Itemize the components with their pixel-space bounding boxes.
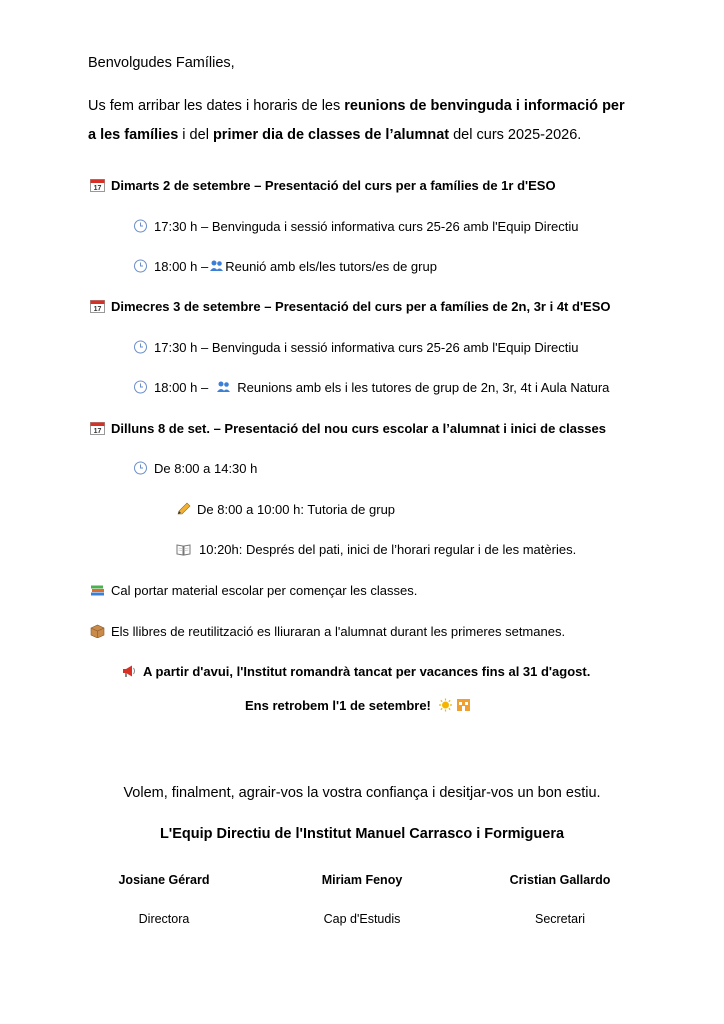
pencil-icon xyxy=(176,502,191,516)
clock-icon xyxy=(133,461,148,475)
package-icon xyxy=(90,624,105,638)
sun-icon xyxy=(438,698,453,712)
book-icon xyxy=(176,542,193,556)
announcement-line-2 xyxy=(245,698,477,713)
announcement-text-2: Ens retrobem l'1 de setembre! xyxy=(245,698,431,713)
svg-text:17: 17 xyxy=(93,428,102,435)
svg-text:17: 17 xyxy=(93,185,102,192)
day-3-item-3-text: 10:20h: Després del pati, inici de l’horari regular i de les matèries. xyxy=(199,542,577,557)
clock-icon xyxy=(133,259,148,273)
day-1-item-2-text: Reunió amb els/les tutors/es de grup xyxy=(225,259,437,274)
day-2-item-2-time: 18:00 h – xyxy=(154,380,209,395)
day-1-item-1-text: 17:30 h – Benvinguda i sessió informativa curs 25-26 amb l'Equip Directiu xyxy=(154,219,579,234)
people-icon xyxy=(216,380,231,394)
intro-line-1 xyxy=(88,98,625,114)
day-3-title: Dilluns 8 de set. – Presentació del nou curs escolar a l’alumnat i inici de classes xyxy=(111,421,606,436)
day-1-title: Dimarts 2 de setembre – Presentació del curs per a famílies de 1r d'ESO xyxy=(111,178,556,193)
svg-text:17: 17 xyxy=(93,306,102,313)
note-2 xyxy=(90,624,565,639)
announcement-text-1: A partir d'avui, l'Institut romandrà tancat per vacances fins al 31 d'agost. xyxy=(143,664,591,679)
books-icon xyxy=(90,583,105,597)
note-1-text: Cal portar material escolar per començar les classes. xyxy=(111,583,418,598)
signature-title: L'Equip Directiu de l'Institut Manuel Carrasco i Formiguera xyxy=(159,826,565,842)
intro-text-1: Us fem arribar les dates i horaris de les xyxy=(88,98,345,114)
day-2-item-2-text: Reunions amb els i les tutores de grup de 2n, 3r, 4t i Aula Natura xyxy=(237,380,610,395)
signatory-role-3: Secretari xyxy=(534,912,586,926)
intro-bold-1: reunions de benvinguda i informació per xyxy=(344,98,625,114)
intro-text-2: i del xyxy=(178,127,213,143)
intro-bold-2: primer dia de classes de l’alumnat xyxy=(212,127,450,143)
greeting: Benvolgudes Famílies, xyxy=(88,55,235,71)
signatory-name-2: Miriam Fenoy xyxy=(321,873,403,887)
day-1-heading xyxy=(90,178,556,193)
calendar-icon xyxy=(90,178,105,192)
intro-bold-1b: a les famílies xyxy=(88,127,179,143)
signatory-name-1: Josiane Gérard xyxy=(118,873,210,887)
calendar-icon xyxy=(90,421,105,435)
note-2-text: Els llibres de reutilització es lliuraran a l'alumnat durant les primeres setmanes. xyxy=(111,624,566,639)
day-3-item-2-text: De 8:00 a 10:00 h: Tutoria de grup xyxy=(197,502,396,517)
megaphone-icon xyxy=(122,664,137,678)
day-3-item-1-text: De 8:00 a 14:30 h xyxy=(154,461,258,476)
clock-icon xyxy=(133,380,148,394)
clock-icon xyxy=(133,219,148,233)
calendar-icon xyxy=(90,299,105,313)
clock-icon xyxy=(133,340,148,354)
day-2-item-1 xyxy=(133,340,579,355)
intro-text-3: del curs 2025-2026. xyxy=(449,127,582,143)
signatory-name-3: Cristian Gallardo xyxy=(509,873,611,887)
day-2-title: Dimecres 3 de setembre – Presentació del curs per a famílies de 2n, 3r i 4t d'ESO xyxy=(111,299,611,314)
day-3-item-3 xyxy=(176,542,576,557)
day-2-heading xyxy=(90,299,610,314)
announcement-line-1 xyxy=(122,664,590,679)
day-1-item-1 xyxy=(133,219,579,234)
intro-line-2 xyxy=(88,127,581,143)
day-1-item-2 xyxy=(133,259,437,274)
day-2-item-2 xyxy=(133,380,609,395)
signatory-role-2: Cap d'Estudis xyxy=(323,912,401,926)
signatory-role-1: Directora xyxy=(138,912,190,926)
day-3-item-1 xyxy=(133,461,257,476)
day-1-item-2-time: 18:00 h – xyxy=(154,259,209,274)
school-icon xyxy=(456,698,471,712)
note-1 xyxy=(90,583,417,598)
day-2-item-1-text: 17:30 h – Benvinguda i sessió informativa curs 25-26 amb l'Equip Directiu xyxy=(154,340,579,355)
day-3-item-2 xyxy=(176,502,395,517)
closing-text: Volem, finalment, agrair-vos la vostra confiança i desitjar-vos un bon estiu. xyxy=(123,785,601,801)
people-icon xyxy=(209,259,224,273)
day-3-heading xyxy=(90,421,606,436)
